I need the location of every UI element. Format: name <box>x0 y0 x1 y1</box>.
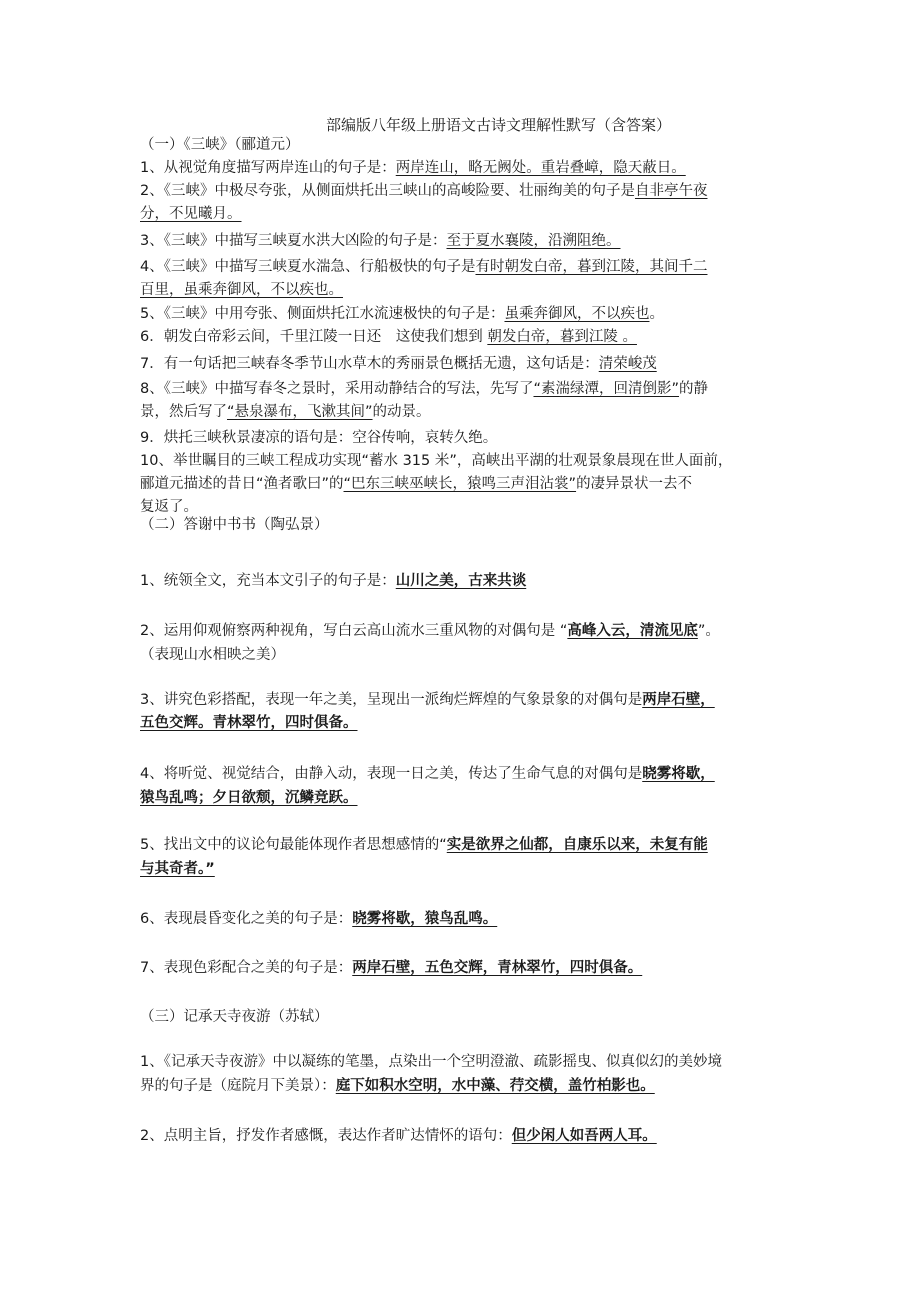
answer-text: 虽乘奔御风，不以疾也 <box>504 306 650 322</box>
question-text: （表现山水相映之美） <box>140 647 285 663</box>
question-line <box>140 763 785 786</box>
question-text: 界的句子是（庭院月下美景）： <box>140 1078 336 1094</box>
question-line <box>140 1075 785 1098</box>
question-line <box>140 957 785 980</box>
answer-text: 但少闲人如吾两人耳。 <box>511 1128 657 1144</box>
answer-text: 至于夏水襄陵，沿溯阻绝。 <box>446 233 621 249</box>
question-line <box>140 1125 785 1148</box>
question-text: 3、《三峡》中描写三峡夏水洪大凶险的句子是： <box>140 233 447 249</box>
question-line <box>140 378 785 401</box>
question-text: 5、《三峡》中用夸张、侧面烘托江水流速极快的句子是： <box>140 306 505 322</box>
question-line <box>140 1051 785 1074</box>
question-line <box>140 401 785 424</box>
question-line <box>140 908 785 931</box>
question-line <box>140 427 785 450</box>
answer-text: 清荣峻茂 <box>598 356 657 372</box>
question-line <box>140 712 785 735</box>
answer-text: 两岸连山，略无阙处。重岩叠嶂，隐天蔽日。 <box>395 160 686 176</box>
question-text: 5、找出文中的议论句最能体现作者思想感情的“ <box>140 837 447 853</box>
question-line <box>140 256 785 279</box>
question-line <box>140 473 785 496</box>
question-text: 郦道元描述的昔日“渔者歌曰”的 <box>140 476 344 492</box>
question-text: 1、《记承天寺夜游》中以凝练的笔墨，点染出一个空明澄澈、疏影摇曳、似真似幻的美妙境 <box>140 1054 722 1070</box>
answer-text: “悬泉瀑布，飞漱其间” <box>227 404 373 420</box>
question-text: 的静 <box>679 381 709 397</box>
question-line <box>140 689 785 712</box>
section-heading: （二）答谢中书书（陶弘景） <box>140 517 329 533</box>
question-line <box>140 203 785 226</box>
answer-text: “巴东三峡巫峡长，猿鸣三声泪沾裳” <box>343 476 577 492</box>
answer-text: 晓雾将歇， <box>642 766 715 782</box>
question-text: 2、《三峡》中极尽夸张，从侧面烘托出三峡山的高峻险要、壮丽绚美的句子是 <box>140 183 635 199</box>
question-text: 6、表现晨昏变化之美的句子是： <box>140 911 353 927</box>
answer-text: 两岸石壁，五色交辉，青林翠竹，四时俱备。 <box>352 960 643 976</box>
answer-text: 实是欲界之仙都，自康乐以来，未复有能 <box>446 837 708 853</box>
question-text: 9．烘托三峡秋景凄凉的语句是：空谷传响，哀转久绝。 <box>140 430 498 446</box>
question-text: 。 <box>649 306 664 322</box>
answer-text: 分，不见曦月。 <box>140 206 242 222</box>
answer-text: 自非亭午夜 <box>634 183 708 199</box>
question-line <box>140 644 785 667</box>
section-heading: （三）记承天寺夜游（苏轼） <box>140 1009 329 1025</box>
question-line <box>140 279 785 302</box>
question-line <box>140 450 785 473</box>
answer-text: 山川之美，古来共谈 <box>395 573 527 589</box>
question-text: 7．有一句话把三峡春冬季节山水草木的秀丽景色概括无遗，这句话是： <box>140 356 599 372</box>
question-text: 的凄异景状一去不 <box>576 476 693 492</box>
answer-text: 猿鸟乱鸣；夕日欲颓，沉鳞竞跃。 <box>140 790 358 806</box>
question-text: 2、点明主旨，抒发作者感慨，表达作者旷达情怀的语句： <box>140 1128 512 1144</box>
question-text: 4、《三峡》中描写三峡夏水湍急、行船极快的句子是 <box>140 259 476 275</box>
question-text: 8、《三峡》中描写春冬之景时，采用动静结合的写法，先写了 <box>140 381 534 397</box>
answer-text: 五色交辉。青林翠竹，四时俱备。 <box>140 715 358 731</box>
question-text: 复返了。 <box>140 499 198 515</box>
question-line <box>140 834 785 857</box>
document-title: 部编版八年级上册语文古诗文理解性默写（含答案） <box>326 116 672 134</box>
question-text: 1、从视觉角度描写两岸连山的句子是： <box>140 160 396 176</box>
question-line <box>140 620 785 643</box>
answer-text: 两岸石壁， <box>642 692 715 708</box>
answer-text: 百里，虽乘奔御风，不以疾也。 <box>140 282 343 298</box>
question-text: 的动景。 <box>372 404 431 420</box>
answer-text: 高峰入云，清流见底 <box>567 623 698 639</box>
question-line <box>140 326 785 349</box>
question-line <box>140 157 785 180</box>
question-text: 3、讲究色彩搭配，表现一年之美，呈现出一派绚烂辉煌的气象景象的对偶句是 <box>140 692 643 708</box>
question-line <box>140 353 785 376</box>
question-text: ”。 <box>697 623 720 639</box>
question-line <box>140 180 785 203</box>
question-text: 2、运用仰观俯察两种视角，写白云高山流水三重风物的对偶句是 “ <box>140 623 568 639</box>
question-line <box>140 230 785 253</box>
answer-text: 晓雾将歇，猿鸟乱鸣。 <box>352 911 498 927</box>
question-text: 景，然后写了 <box>140 404 227 420</box>
question-line <box>140 787 785 810</box>
question-line <box>140 858 785 881</box>
question-text: 1、统领全文，充当本文引子的句子是： <box>140 573 396 589</box>
question-line <box>140 570 785 593</box>
question-text: 4、将听觉、视觉结合，由静入动，表现一日之美，传达了生命气息的对偶句是 <box>140 766 643 782</box>
answer-text: 与其奇者。” <box>140 861 215 877</box>
question-text: 7、表现色彩配合之美的句子是： <box>140 960 353 976</box>
answer-text: 有时朝发白帝，暮到江陵，其间千二 <box>475 259 708 275</box>
answer-text: “素湍绿潭，回清倒影” <box>533 381 680 397</box>
answer-text: 庭下如积水空明，水中藻、荇交横，盖竹柏影也。 <box>335 1078 655 1094</box>
question-text: 6．朝发白帝彩云间，千里江陵一日还 这使我们想到 <box>140 329 488 345</box>
answer-text: 朝发白帝，暮到江陵 。 <box>487 329 637 345</box>
section-heading: （一）《三峡》（郦道元） <box>140 137 300 153</box>
question-line <box>140 303 785 326</box>
question-text: 10、举世瞩目的三峡工程成功实现“蓄水 315 米”，高峡出平湖的壮观景象晨现在世人面前， <box>140 453 733 469</box>
